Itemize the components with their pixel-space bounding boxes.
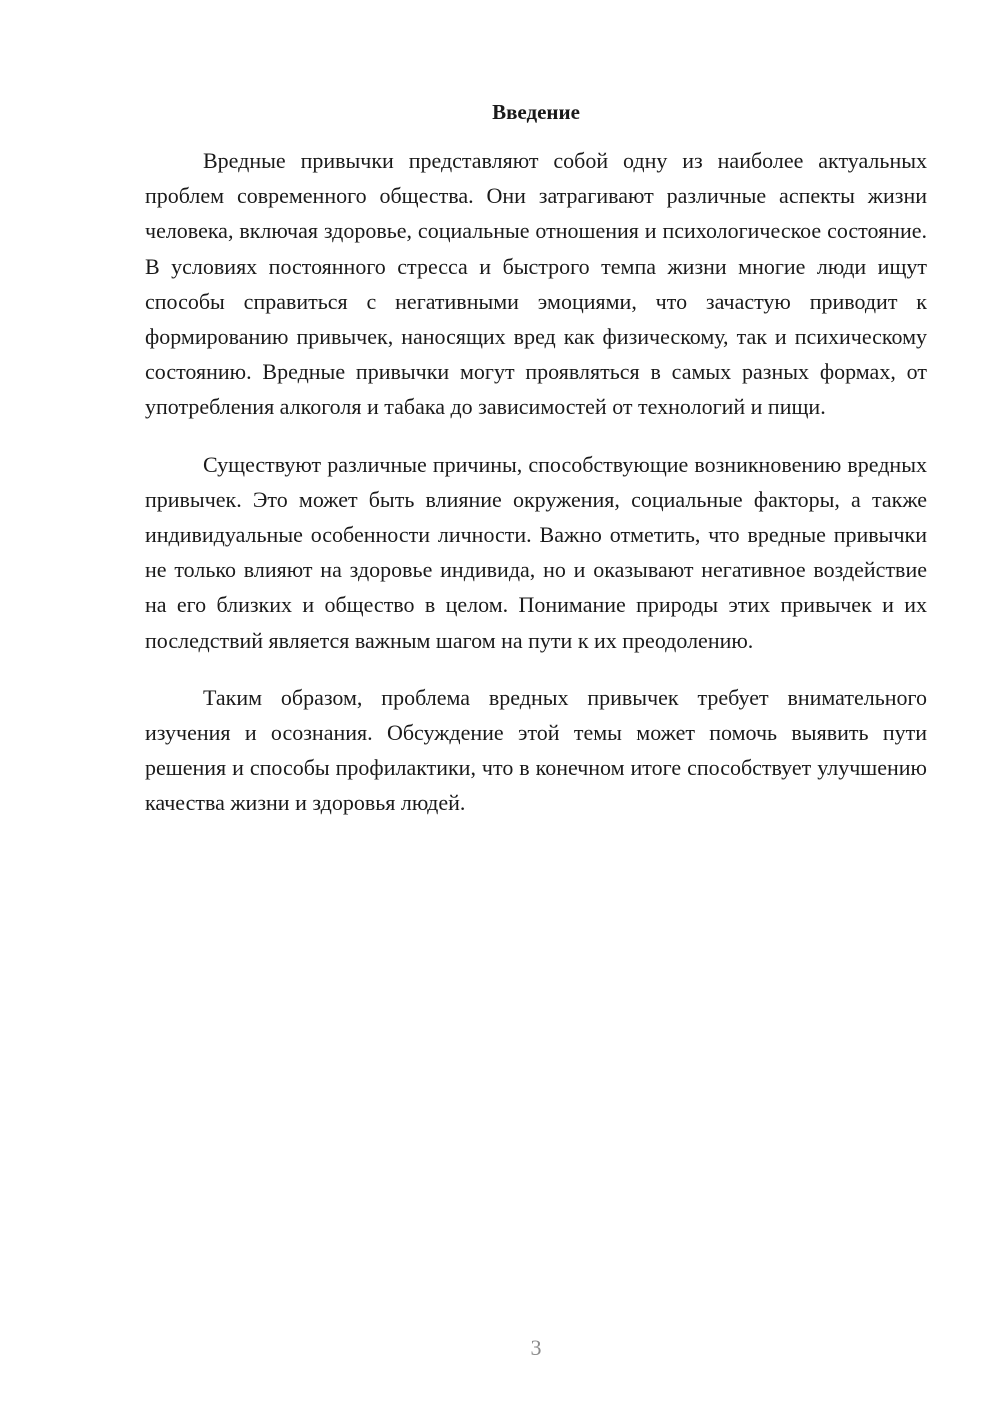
section-heading: Введение xyxy=(492,100,580,124)
paragraph: Таким образом, проблема вредных привычек требует внимательного изучения и осознания. Обсуждение этой темы может помочь выявить пути решения и способы профилактики, что в конечном итоге способствует улучшению качества жизни и здоровья людей. xyxy=(145,684,927,816)
body-text xyxy=(145,143,927,843)
paragraph: Вредные привычки представляют собой одну из наиболее актуальных проблем современного общества. Они затрагивают различные аспекты жизни человека, включая здоровье, социальные отношения и психологическое состояние. В условиях постоянного стресса и быстрого темпа жизни многие люди ищут способы справиться с негативными эмоциями, что зачастую приводит к формированию привычек, наносящих вред как физическому, так и психическому состоянию. Вредные привычки могут проявляться в самых разных формах, от употребления алкоголя и табака до зависимостей от технологий и пищи. xyxy=(145,148,927,420)
paragraph: Существуют различные причины, способствующие возникновению вредных привычек. Это может быть влияние окружения, социальные факторы, а также индивидуальные особенности личности. Важно отметить, что вредные привычки не только влияют на здоровье индивида, но и оказывают негативное воздействие на его близких и общество в целом. Понимание природы этих привычек и их последствий является важным шагом на пути к их преодолению. xyxy=(145,451,927,653)
page-number: 3 xyxy=(530,1335,542,1360)
